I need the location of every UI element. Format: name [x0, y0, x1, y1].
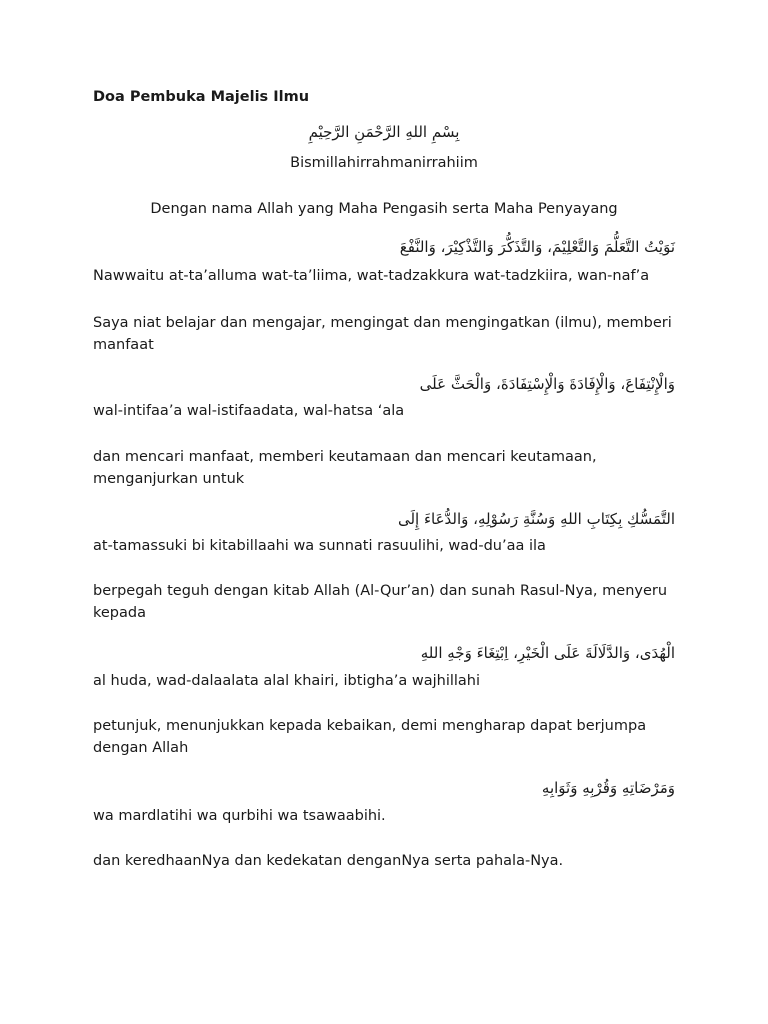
section-1-latin: Nawwaitu at-ta’alluma wat-ta’liima, wat-tadzakkura wat-tadzkiira, wan-naf’a	[93, 268, 650, 284]
section-1-arabic: نَوَيْتُ التَّعَلُّمَ وَالتَّعْلِيْمَ، وَالتَّذَكُّرَ وَالتَّذْكِيْرَ، وَالنَّفْعَ	[399, 238, 675, 256]
section-1-meaning: Saya niat belajar dan mengajar, mengingat dan mengingatkan (ilmu), memberi manfaat	[93, 315, 672, 353]
section-3-meaning: berpegah teguh dengan kitab Allah (Al-Qur’an) dan sunah Rasul-Nya, menyeru kepada	[93, 583, 668, 621]
section-3-latin: at-tamassuki bi kitabillaahi wa sunnati rasuulihi, wad-du’aa ila	[93, 538, 546, 554]
section-3-arabic: التَّمَسُّكِ بِكِتَابِ اللهِ وَسُنَّةِ رَسُوْلِهِ، وَالدُّعَاءَ إِلَى	[397, 510, 675, 528]
section-5-meaning: dan keredhaanNya dan kedekatan denganNya serta pahala-Nya.	[93, 853, 564, 869]
page-title: Doa Pembuka Majelis Ilmu	[93, 89, 310, 105]
section-2-meaning: dan mencari manfaat, memberi keutamaan dan mencari keutamaan, menganjurkan untuk	[93, 449, 597, 487]
basmalah-meaning: Dengan nama Allah yang Maha Pengasih serta Maha Penyayang	[150, 201, 618, 217]
section-4-latin: al huda, wad-dalaalata alal khairi, ibtigha’a wajhillahi	[93, 673, 481, 689]
section-4-arabic: الْهُدَى، وَالدَّلَالَةَ عَلَى الْخَيْرِ، اِبْتِغَاءَ وَجْهِ اللهِ	[420, 644, 675, 662]
basmalah-arabic: بِسْمِ اللهِ الرَّحْمَنِ الرَّحِيْمِ	[308, 123, 460, 141]
section-5-latin: wa mardlatihi wa qurbihi wa tsawaabihi.	[93, 808, 386, 824]
basmalah-latin: Bismillahirrahmanirrahiim	[290, 155, 478, 171]
section-4-meaning: petunjuk, menunjukkan kepada kebaikan, demi mengharap dapat berjumpa dengan Allah	[93, 718, 647, 756]
section-5-arabic: وَمَرْضَاتِهِ وَقُرْبِهِ وَثَوَابِهِ	[541, 779, 675, 797]
section-2-latin: wal-intifaa’a wal-istifaadata, wal-hatsa ‘ala	[93, 403, 405, 419]
section-2-arabic: وَالْإِنْتِفَاعَ، وَالْإِفَادَةَ وَالْإِسْتِفَادَةَ، وَالْحَثَّ عَلَى	[419, 375, 675, 393]
